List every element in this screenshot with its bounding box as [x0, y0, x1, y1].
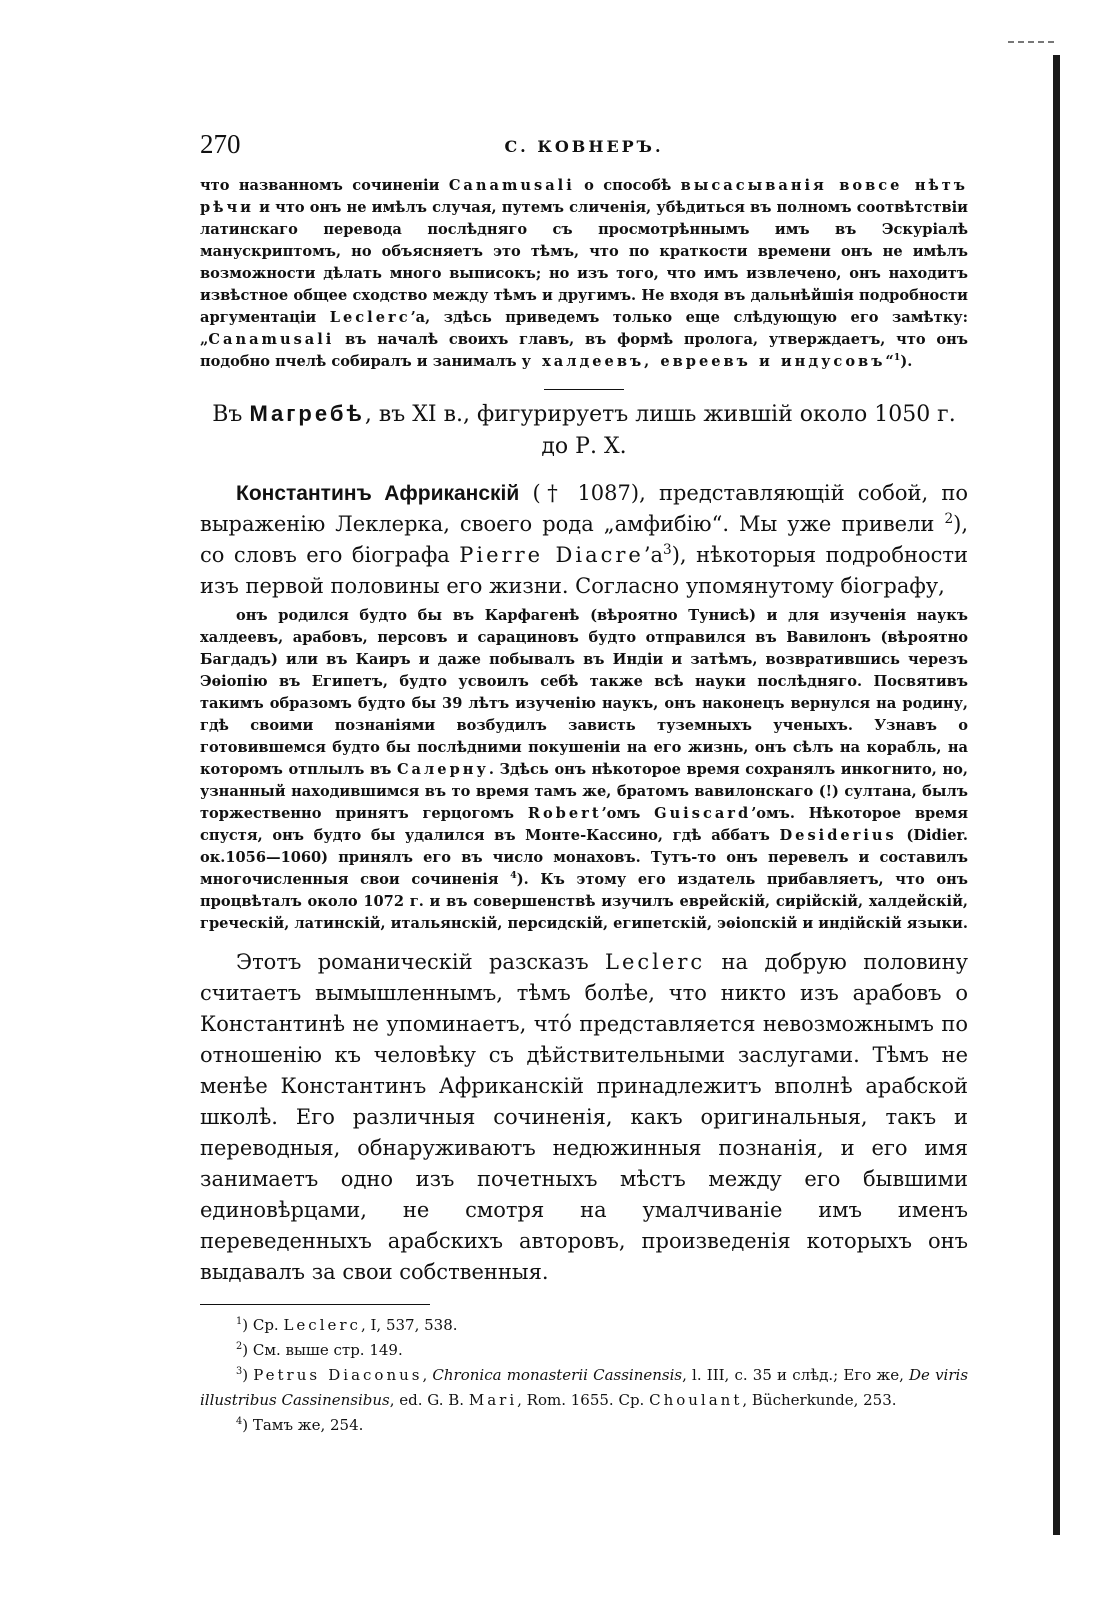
footnote-3: $^3$) Petrus Diaconus, Chronica monasterii Cassinensis, l. III, c. 35 и слѣд.; Его же, De viris illustribus Cassinensibus, ed. G. B. Mari, Rom. 1655. Ср. Choulant, Bücherkunde, 253. — [200, 1366, 969, 1409]
section-divider — [544, 389, 624, 390]
footnote-divider — [200, 1304, 430, 1305]
footnote-1: $^1$) Ср. Leclerc, I, 537, 538. — [236, 1316, 458, 1334]
page-header — [200, 125, 968, 175]
footnotes — [200, 1313, 968, 1438]
running-head: С. КОВНЕРЪ. — [504, 137, 664, 156]
footnote-ref-4: 4 — [510, 870, 517, 882]
binding-edge-mark — [1008, 41, 1054, 47]
footnote-ref-1: 1 — [893, 352, 901, 364]
footnote-2: $^2$) См. выше стр. 149. — [236, 1341, 403, 1359]
paragraph-constantine-intro: Константинъ Африканскій († 1087), представляющій собой, по выраженію Леклерка, своего рода „амфибію“. Мы уже привели $^2$), со словъ его біографа Pierre $Diacre’а^3$), нѣкоторыя подробности изъ первой половины его жизни. Согласно упомянутому біографу, — [200, 481, 968, 598]
page-number: 270 — [200, 129, 241, 159]
biography-quote: онъ родился будто бы въ Карфагенѣ (вѣроятно Тунисѣ) и для изученія наукъ халдеевъ, арабовъ, персовъ и сарациновъ будто отправился въ Вавилонъ (вѣроятно Багдадъ) или въ Каиръ и даже побывалъ въ Индіи и затѣмъ, возвратившись черезъ Эѳіопію въ Египетъ, будто усвоилъ себѣ также всѣ науки послѣдняго. Посвятивъ такимъ образомъ будто бы 39 лѣтъ изученію наукъ, онъ наконецъ вернулся на родину, гдѣ своими познаніями возбудилъ зависть туземныхъ ученыхъ. Узнавъ о готовившемся будто бы послѣдними покушеніи на его жизнь, онъ сѣлъ на корабль, на которомъ отплылъ въ Салерну. Здѣсь онъ нѣкоторое время сохранялъ инкогнито, но, узнанный находившимся въ то время тамъ же, братомъ вавилонскаго (!) султана, былъ торжественно принятъ герцогомъ Robert’омъ Guiscard’омъ. Нѣкоторое время спустя, онъ будто бы удалился въ Монте-Кассино, гдѣ аббатъ Desiderius (Didier. ок.1056—1060) принялъ его въ число монаховъ. Тутъ-то онъ перевелъ и составилъ многочисленныя свои сочиненія $^4$). Къ этому его издатель прибавляетъ, что онъ процвѣталъ около 1072 г. и въ совершенствѣ изучилъ еврейскій, сирійскій, халдейскій, греческій, латинскій, итальянскій, персидскій, египетскій, эѳіопскій и индійскій языки. — [200, 607, 968, 932]
footnote-ref-3: 3 — [663, 542, 672, 558]
footnote-4: $^4$) Тамъ же, 254. — [236, 1416, 364, 1434]
section-heading-maghreb: Въ Магребѣ, въ XI в., фигурируетъ лишь жившій около 1050 г. до Р. X. — [212, 401, 956, 459]
binding-edge — [1053, 55, 1060, 1535]
paragraph-leclerc-assessment: Этотъ романическій разсказъ Leclerc на добрую половину считаетъ вымышленнымъ, тѣмъ болѣе, что никто изъ арабовъ о Константинѣ не упоминаетъ, чтó представляется невозможнымъ по отношенію къ человѣку съ дѣйствительными заслугами. Тѣмъ не менѣе Константинъ Африканскій принадлежитъ вполнѣ арабской школѣ. Его различныя сочиненія, какъ оригинальныя, такъ и переводныя, обнаруживаютъ недюжинныя познанія, и его имя занимаетъ одно изъ почетныхъ мѣстъ между его бывшими единовѣрцами, не смотря на умалчиваніе имъ именъ переведенныхъ арабскихъ авторовъ, произведенія которыхъ онъ выдавалъ за свои собственныя. — [200, 950, 968, 1284]
footnote-ref-2: 2 — [944, 511, 954, 527]
paragraph-leclerc-quote: что названномъ сочиненіи Canamusali о способѣ высасыванія вовсе нѣтъ рѣчи и что онъ не имѣлъ случая, путемъ сличенія, убѣдиться въ полномъ соотвѣтствіи латинскаго перевода послѣдняго съ просмотрѣннымъ имъ въ Эскуріалѣ манускриптомъ, но объясняетъ это тѣмъ, что по краткости времени онъ не имѣлъ возможности дѣлать много выписокъ; но изъ того, что имъ извлечено, онъ находитъ извѣстное общее сходство между тѣмъ и другимъ. Не входя въ дальнѣйшія подробности аргументаціи Leclerc’а, здѣсь приведемъ только еще слѣдующую его замѣтку: „Canamusali въ началѣ своихъ главъ, въ формѣ пролога, утверждаетъ, что онъ подобно пчелѣ собиралъ и занималъ у халдеевъ, евреевъ и индусовъ“$^1$). — [200, 177, 968, 370]
page — [200, 125, 968, 1438]
